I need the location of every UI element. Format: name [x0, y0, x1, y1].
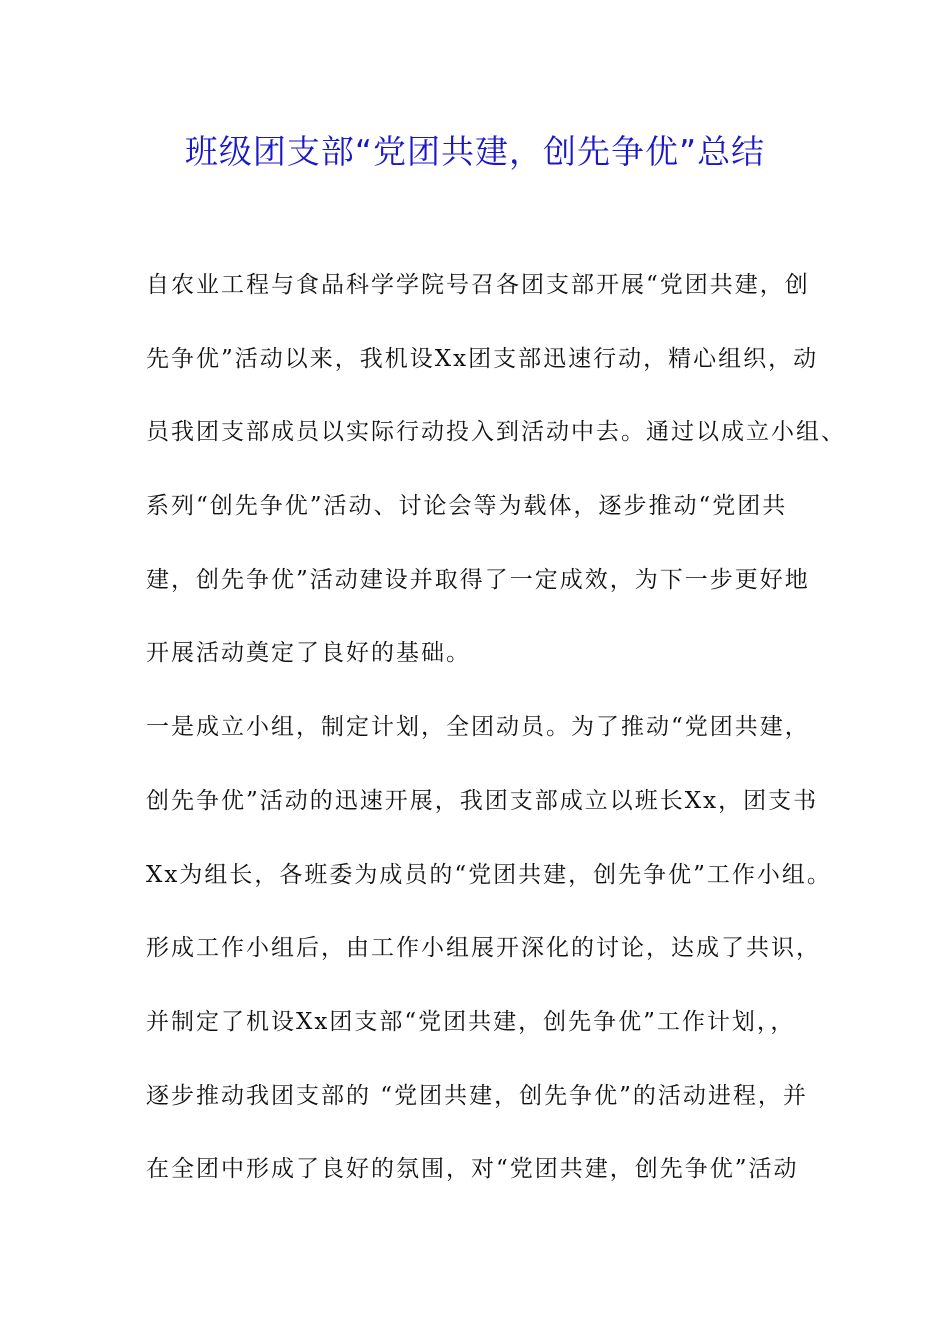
body-line: 先争优”活动以来，我机设Xx团支部迅速行动，精心组织，动	[146, 345, 819, 372]
body-line: 形成工作小组后，由工作小组展开深化的讨论，达成了共识，	[146, 935, 821, 962]
body-line: 创先争优”活动的迅速开展，我团支部成立以班长Xx，团支书	[146, 787, 819, 814]
body-line: 一是成立小组，制定计划，全团动员。为了推动“党团共建，	[146, 714, 810, 741]
body-line: 员我团支部成员以实际行动投入到活动中去。通过以成立小组、	[146, 419, 846, 446]
body-line: 自农业工程与食品科学学院号召各团支部开展“党团共建，创	[146, 272, 810, 298]
body-line: 建，创先争优”活动建设并取得了一定成效，为下一步更好地	[146, 566, 810, 593]
document-title: 班级团支部“党团共建，创先争优”总结	[184, 132, 766, 171]
body-line: 开展活动奠定了良好的基础。	[146, 640, 471, 667]
body-line: 逐步推动我团支部的 “党团共建，创先争优”的活动进程，并	[146, 1082, 808, 1109]
body-line: 系列“创先争优”活动、讨论会等为载体，逐步推动“党团共	[146, 493, 788, 520]
document-body	[146, 267, 846, 1225]
body-line: 在全团中形成了良好的氛围，对“党团共建，创先争优”活动	[146, 1156, 799, 1183]
body-line: 并制定了机设Xx团支部“党团共建，创先争优”工作计划，，	[146, 1008, 796, 1035]
body-line: Xx为组长，各班委为成员的“党团共建，创先争优”工作小组。	[146, 861, 832, 888]
